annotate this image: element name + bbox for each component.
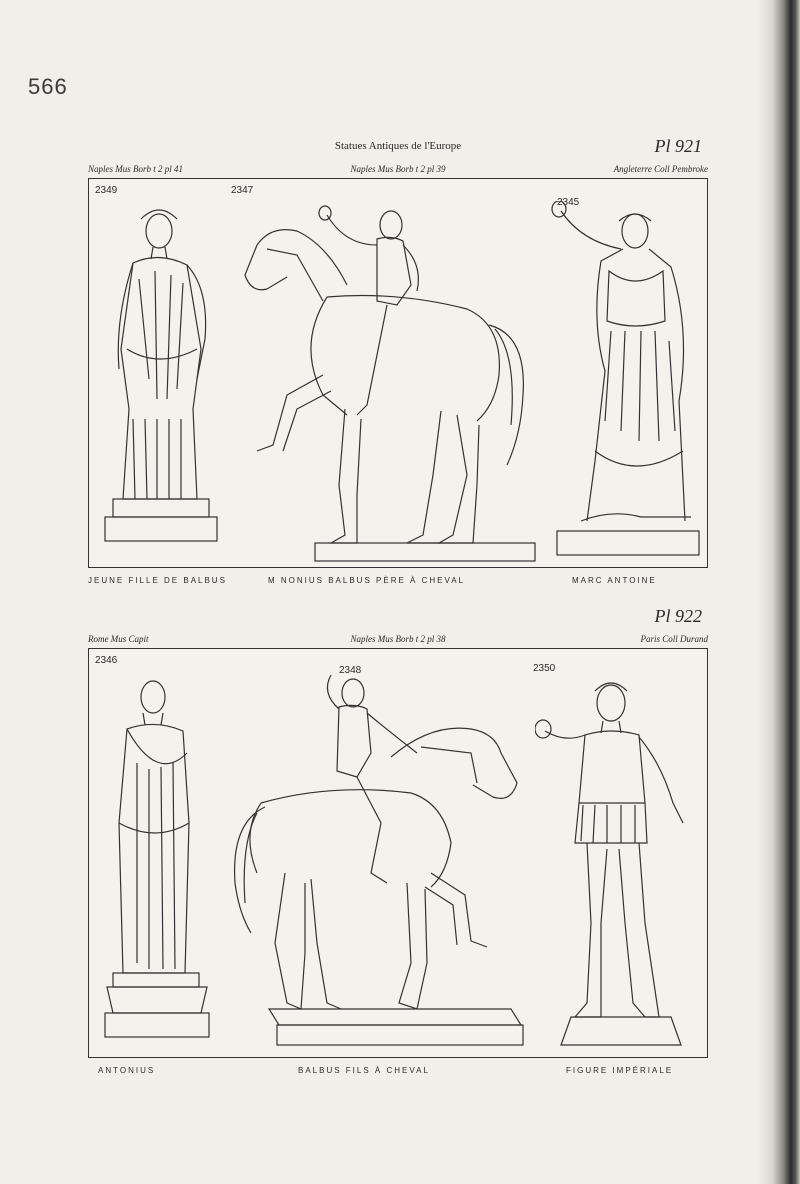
plate-921-header — [88, 138, 708, 178]
figure-caption: FIGURE IMPÉRIALE — [566, 1066, 674, 1075]
location-left: Naples Mus Borb t 2 pl 41 — [88, 164, 184, 174]
figure-number: 2346 — [95, 655, 118, 666]
plate-922-captions — [88, 1062, 708, 1084]
location-center: Naples Mus Borb t 2 pl 39 — [350, 164, 446, 174]
figure-number: 2347 — [231, 185, 254, 196]
page-number: 566 — [28, 74, 68, 99]
statue-young-woman-illustration — [93, 199, 227, 565]
location-center: Naples Mus Borb t 2 pl 38 — [350, 634, 446, 644]
figure-caption: BALBUS FILS À CHEVAL — [298, 1066, 430, 1075]
plate-922-engraving — [88, 648, 708, 1058]
statue-antonius-illustration — [97, 673, 217, 1053]
plate-921-captions — [88, 572, 708, 594]
statue-marc-antoine-illustration — [551, 201, 703, 565]
location-right: Angleterre Coll Pembroke — [613, 164, 708, 174]
figure-number: 2350 — [533, 663, 556, 674]
plate-number: Pl 922 — [654, 606, 702, 626]
statue-imperial-figure-illustration — [535, 673, 703, 1053]
plate-number: Pl 921 — [654, 136, 702, 156]
figure-caption: JEUNE FILLE DE BALBUS — [88, 576, 227, 585]
plate-922-header — [88, 608, 708, 648]
figure-number: 2348 — [339, 665, 362, 676]
equestrian-statue-father-illustration — [227, 205, 551, 565]
figure-number: 2345 — [557, 197, 580, 208]
plate-922 — [88, 608, 708, 1084]
equestrian-statue-son-illustration — [221, 673, 531, 1051]
plate-921 — [88, 138, 708, 594]
location-right: Paris Coll Durand — [640, 634, 708, 644]
book-binding — [758, 0, 800, 1184]
plate-921-engraving — [88, 178, 708, 568]
figure-caption: ANTONIUS — [98, 1066, 156, 1075]
series-title: Statues Antiques de l'Europe — [334, 140, 462, 152]
figure-caption: M NONIUS BALBUS PÈRE À CHEVAL — [268, 576, 465, 585]
figure-number: 2349 — [95, 185, 118, 196]
location-left: Rome Mus Capit — [88, 634, 149, 644]
figure-caption: MARC ANTOINE — [572, 576, 657, 585]
